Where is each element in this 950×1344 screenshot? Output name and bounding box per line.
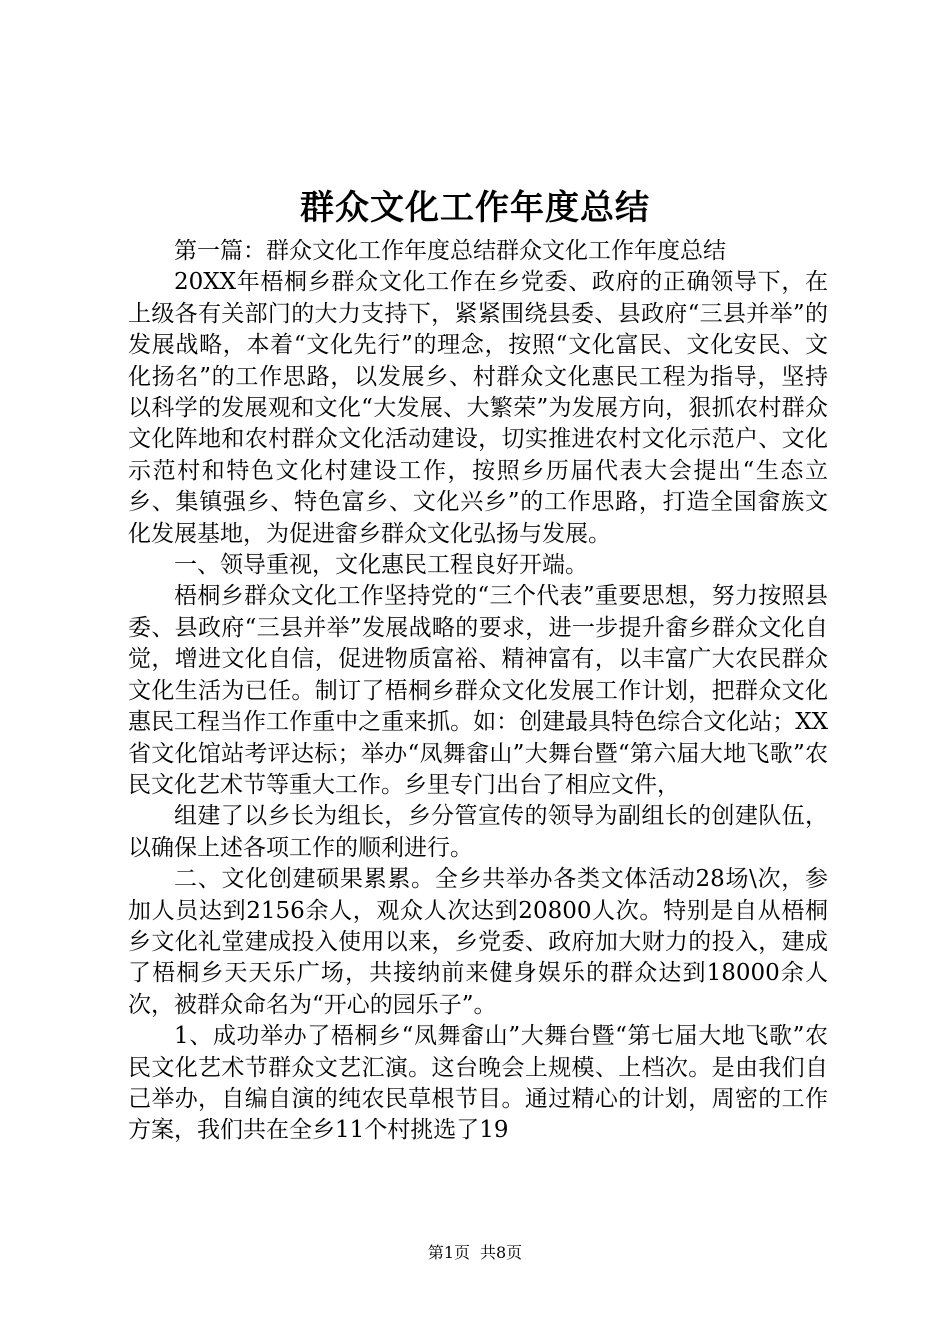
page-total: 共8页 bbox=[480, 1243, 523, 1262]
document-body bbox=[128, 236, 828, 1147]
paragraph: 梧桐乡群众文化工作坚持党的“三个代表”重要思想，努力按照县委、县政府“三县并举”发展战略的要求，进一步提升畲乡群众文化自觉，增进文化自信，促进物质富裕、精神富有，以丰富广大农民群众文化生活为已任。制订了梧桐乡群众文化发展工作计划，把群众文化惠民工程当作工作重中之重来抓。如：创建最具特色综合文化站；XX省文化馆站考评达标；举办“凤舞畲山”大舞台暨“第六届大地飞歌”农民文化艺术节等重大工作。乡里专门出台了相应文件， bbox=[128, 583, 828, 798]
paragraph: 1、成功举办了梧桐乡“凤舞畲山”大舞台暨“第七届大地飞歌”农民文化艺术节群众文艺汇演。这台晚会上规模、上档次。是由我们自己举办，自编自演的纯农民草根节目。通过精心的计划，周密的工作方案，我们共在全乡11个村挑选了19 bbox=[128, 1023, 828, 1144]
paragraph: 20XX年梧桐乡群众文化工作在乡党委、政府的正确领导下，在上级各有关部门的大力支持下，紧紧围绕县委、县政府“三县并举”的发展战略，本着“文化先行”的理念，按照“文化富民、文化安民、文化扬名”的工作思路，以发展乡、村群众文化惠民工程为指导，坚持以科学的发展观和文化“大发展、大繁荣”为发展方向，狠抓农村群众文化阵地和农村群众文化活动建设，切实推进农村文化示范户、文化示范村和特色文化村建设工作，按照乡历届代表大会提出“生态立乡、集镇强乡、特色富乡、文化兴乡”的工作思路，打造全国畲族文化发展基地，为促进畲乡群众文化弘扬与发展。 bbox=[128, 269, 828, 547]
page-number: 第1页 bbox=[427, 1243, 470, 1262]
paragraph-heading: 第一篇：群众文化工作年度总结群众文化工作年度总结 bbox=[174, 238, 726, 264]
section-heading: 一、领导重视，文化惠民工程良好开端。 bbox=[174, 552, 588, 579]
document-title: 群众文化工作年度总结 bbox=[300, 188, 650, 228]
page-footer bbox=[0, 1242, 950, 1264]
paragraph: 组建了以乡长为组长，乡分管宣传的领导为副组长的创建队伍，以确保上述各项工作的顺利进行。 bbox=[128, 803, 828, 861]
section-heading: 二、文化创建硕果累累。全乡共举办各类文体活动28场\次，参加人员达到2156余人，观众人次达到20800人次。特别是自从梧桐乡文化礼堂建成投入使用以来，乡党委、政府加大财力的投入，建成了梧桐乡天天乐广场，共接纳前来健身娱乐的群众达到18000余人次，被群众命名为“开心的园乐子”。 bbox=[128, 866, 828, 1018]
